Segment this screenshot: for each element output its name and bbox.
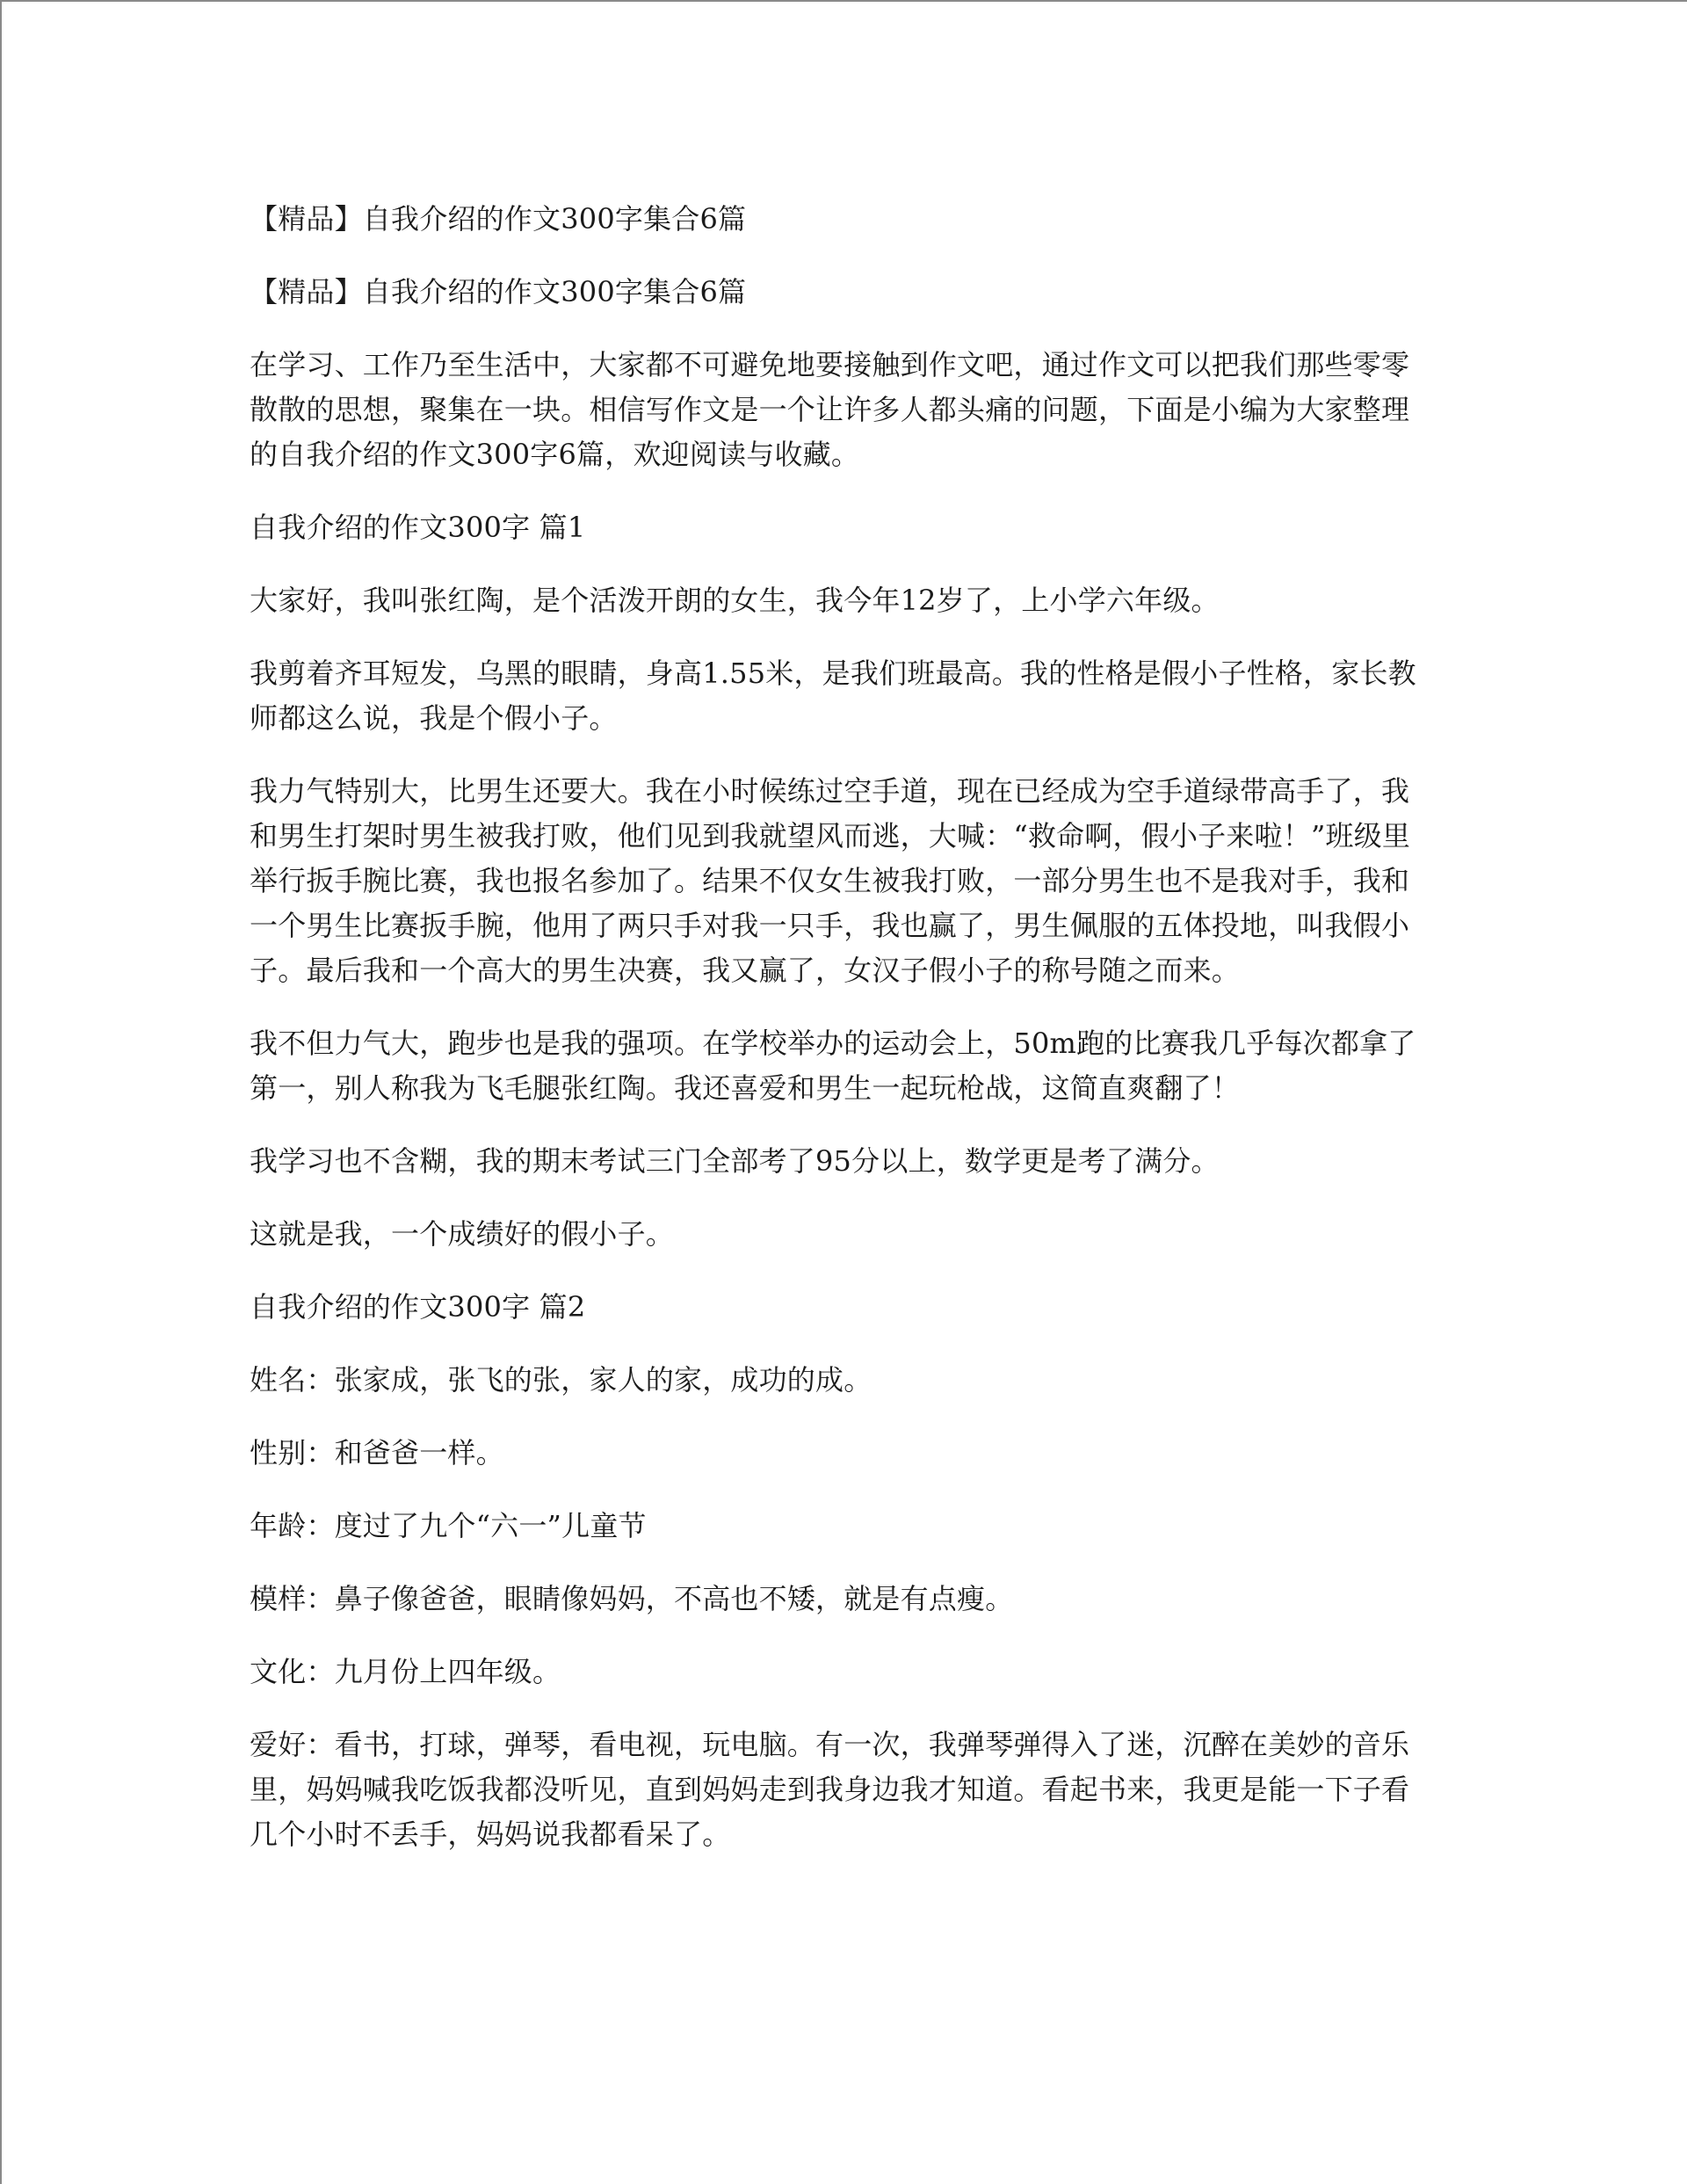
- essay-1-paragraph: 我学习也不含糊，我的期末考试三门全部考了95分以上，数学更是考了满分。: [250, 1144, 1220, 1178]
- intro-paragraph: 在学习、工作乃至生活中，大家都不可避免地要接触到作文吧，通过作文可以把我们那些零零散散的思想，聚集在一块。相信写作文是一个让许多人都头痛的问题，下面是小编为大家整理的自我介绍的作文300字6篇，欢迎阅读与收藏。: [250, 348, 1410, 471]
- essay-1-paragraph: 我不但力气大，跑步也是我的强项。在学校举办的运动会上，50m跑的比赛我几乎每次都拿了第一，别人称我为飞毛腿张红陶。我还喜爱和男生一起玩枪战，这简直爽翻了！: [250, 1027, 1416, 1105]
- essay-1-paragraph: 这就是我，一个成绩好的假小子。: [250, 1217, 675, 1251]
- essay-2-paragraph: 模样：鼻子像爸爸，眼睛像妈妈，不高也不矮，就是有点瘦。: [250, 1582, 1014, 1615]
- essay-2-paragraph: 文化：九月份上四年级。: [250, 1655, 561, 1688]
- essay-1-heading: 自我介绍的作文300字 篇1: [250, 511, 586, 544]
- document-title: 【精品】自我介绍的作文300字集合6篇: [250, 202, 747, 236]
- essay-2-heading: 自我介绍的作文300字 篇2: [250, 1290, 586, 1324]
- essay-2-paragraph: 姓名：张家成，张飞的张，家人的家，成功的成。: [250, 1363, 872, 1397]
- document-subtitle: 【精品】自我介绍的作文300字集合6篇: [250, 275, 747, 308]
- essay-2-paragraph: 爱好：看书，打球，弹琴，看电视，玩电脑。有一次，我弹琴弹得入了迷，沉醉在美妙的音乐里，妈妈喊我吃饭我都没听见，直到妈妈走到我身边我才知道。看起书来，我更是能一下子看几个小时不丢手，妈妈说我都看呆了。: [250, 1728, 1410, 1851]
- document-body: [250, 197, 1436, 1885]
- essay-1-paragraph: 大家好，我叫张红陶，是个活泼开朗的女生，我今年12岁了，上小学六年级。: [250, 584, 1220, 617]
- essay-2-paragraph: 性别：和爸爸一样。: [250, 1436, 504, 1469]
- essay-2-paragraph: 年龄：度过了九个“六一”儿童节: [250, 1509, 647, 1542]
- essay-1-paragraph: 我剪着齐耳短发，乌黑的眼睛，身高1.55米，是我们班最高。我的性格是假小子性格，家长教师都这么说，我是个假小子。: [250, 657, 1416, 735]
- essay-1-paragraph: 我力气特别大，比男生还要大。我在小时候练过空手道，现在已经成为空手道绿带高手了，我和男生打架时男生被我打败，他们见到我就望风而逃，大喊：“救命啊，假小子来啦！”班级里举行扳手腕比赛，我也报名参加了。结果不仅女生被我打败，一部分男生也不是我对手，我和一个男生比赛扳手腕，他用了两只手对我一只手，我也赢了，男生佩服的五体投地，叫我假小子。最后我和一个高大的男生决赛，我又赢了，女汉子假小子的称号随之而来。: [250, 774, 1411, 987]
